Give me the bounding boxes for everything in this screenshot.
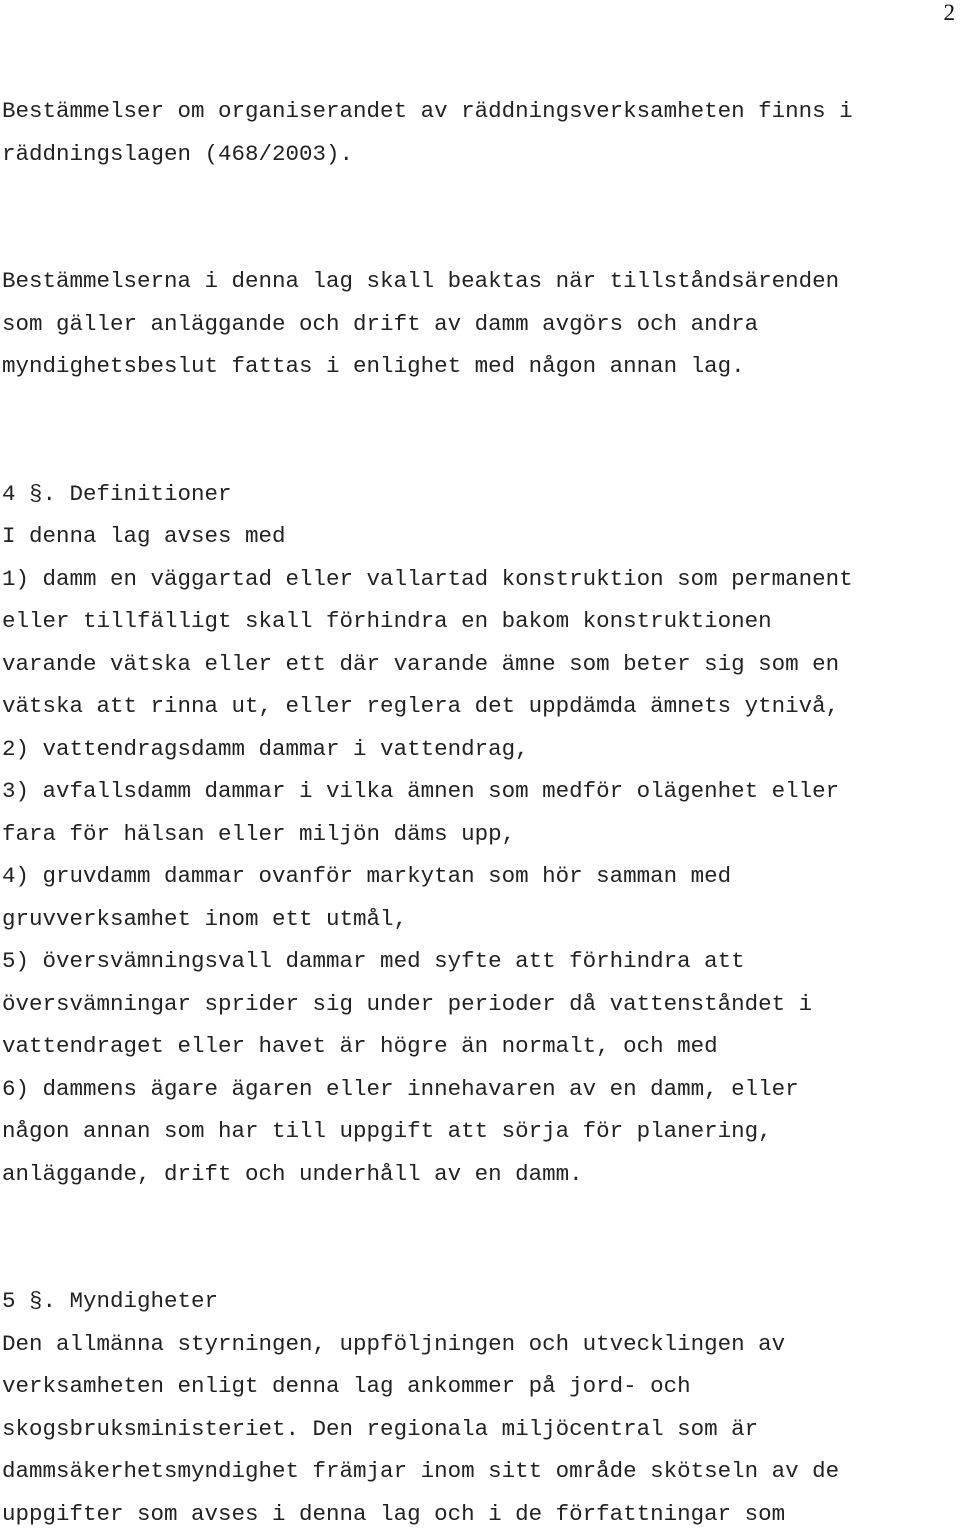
text-line: eller tillfälligt skall förhindra en bakom konstruktionen bbox=[2, 600, 958, 643]
spacer bbox=[2, 1195, 958, 1238]
text-line: 5) översvämningsvall dammar med syfte att förhindra att bbox=[2, 940, 958, 983]
text-line: fara för hälsan eller miljön däms upp, bbox=[2, 813, 958, 856]
text-line: vätska att rinna ut, eller reglera det uppdämda ämnets ytnivå, bbox=[2, 685, 958, 728]
page-number: 2 bbox=[944, 0, 956, 26]
text-line: myndighetsbeslut fattas i enlighet med någon annan lag. bbox=[2, 345, 958, 388]
text-line: någon annan som har till uppgift att sörja för planering, bbox=[2, 1110, 958, 1153]
text-line: 1) damm en väggartad eller vallartad konstruktion som permanent bbox=[2, 558, 958, 601]
text-line: I denna lag avses med bbox=[2, 515, 958, 558]
text-line: gruvverksamhet inom ett utmål, bbox=[2, 898, 958, 941]
paragraph-rescue-services bbox=[2, 90, 958, 175]
spacer bbox=[2, 430, 958, 473]
text-line: Bestämmelser om organiserandet av räddningsverksamheten finns i bbox=[2, 90, 958, 133]
section-definitions bbox=[2, 473, 958, 1196]
paragraph-permits bbox=[2, 260, 958, 388]
text-line: vattendraget eller havet är högre än normalt, och med bbox=[2, 1025, 958, 1068]
section-heading: 5 §. Myndigheter bbox=[2, 1280, 958, 1323]
spacer bbox=[2, 1238, 958, 1281]
text-line: dammsäkerhetsmyndighet främjar inom sitt område skötseln av de bbox=[2, 1450, 958, 1493]
text-line: som gäller anläggande och drift av damm avgörs och andra bbox=[2, 303, 958, 346]
text-line: verksamheten enligt denna lag ankommer på jord- och bbox=[2, 1365, 958, 1408]
text-line: 3) avfallsdamm dammar i vilka ämnen som medför olägenhet eller bbox=[2, 770, 958, 813]
spacer bbox=[2, 218, 958, 261]
text-line: uppgifter som avses i denna lag och i de författningar som bbox=[2, 1493, 958, 1535]
text-line: anläggande, drift och underhåll av en damm. bbox=[2, 1153, 958, 1196]
text-line: skogsbruksministeriet. Den regionala miljöcentral som är bbox=[2, 1408, 958, 1451]
text-line: 6) dammens ägare ägaren eller innehavaren av en damm, eller bbox=[2, 1068, 958, 1111]
section-authorities bbox=[2, 1280, 958, 1535]
section-heading: 4 §. Definitioner bbox=[2, 473, 958, 516]
text-line: 4) gruvdamm dammar ovanför markytan som hör samman med bbox=[2, 855, 958, 898]
text-line: räddningslagen (468/2003). bbox=[2, 133, 958, 176]
text-line: översvämningar sprider sig under perioder då vattenståndet i bbox=[2, 983, 958, 1026]
text-line: Bestämmelserna i denna lag skall beaktas när tillståndsärenden bbox=[2, 260, 958, 303]
text-line: 2) vattendragsdamm dammar i vattendrag, bbox=[2, 728, 958, 771]
document-body bbox=[2, 90, 958, 1535]
spacer bbox=[2, 175, 958, 218]
text-line: varande vätska eller ett där varande ämne som beter sig som en bbox=[2, 643, 958, 686]
text-line: Den allmänna styrningen, uppföljningen och utvecklingen av bbox=[2, 1323, 958, 1366]
spacer bbox=[2, 388, 958, 431]
